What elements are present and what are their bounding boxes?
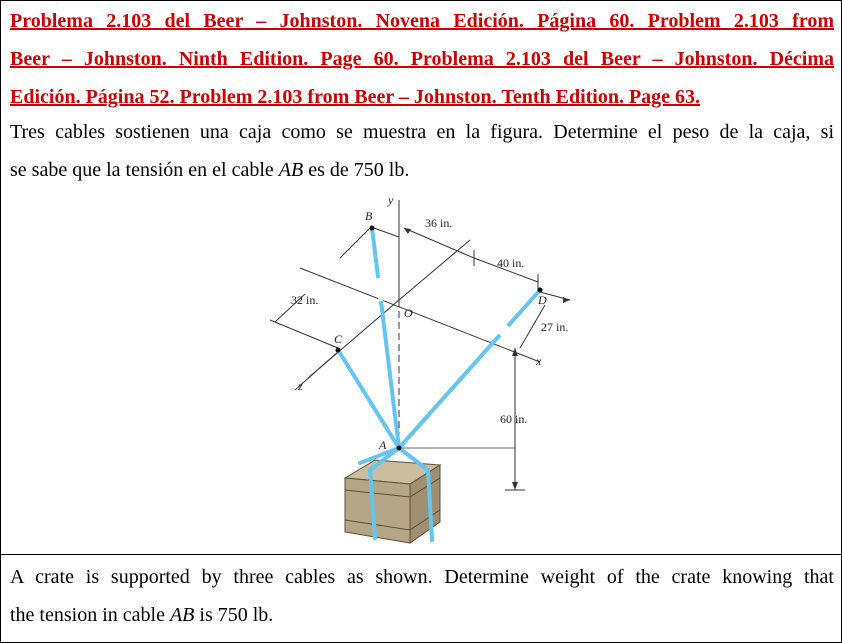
english-line-2-text: the tension in cable [10,604,170,626]
spanish-line-2-text: se sabe que la tensión en el cable [10,159,279,181]
ground-line-od [399,240,470,300]
english-line-1: A crate is supported by three cables as shown. Determine weight of the crate knowing that [10,566,834,588]
label-b: B [365,209,373,223]
spanish-line-1: Tres cables sostienen una caja como se muestra en la figura. Determine el peso de la caja, si [10,121,834,143]
title-line-1: Problema 2.103 del Beer – Johnston. Novena Edición. Página 60. Problem 2.103 from [10,10,834,32]
dim-27: 27 in. [541,320,569,334]
spanish-line-2-end: es de 750 lb. [303,159,410,181]
section-divider [0,554,842,555]
label-o: O [404,306,413,320]
spanish-cable-var: AB [278,159,304,181]
dim-60: 60 in. [500,412,528,426]
dim-40: 40 in. [497,256,525,270]
dim-32: 32 in. [291,293,319,307]
english-statement [10,558,834,634]
title-line-3: Edición. Página 52. Problem 2.103 from Beer – Johnston. Tenth Edition. Page 63. [10,86,701,108]
point-b [370,226,375,231]
title-line-2: Beer – Johnston. Ninth Edition. Page 60. Problema 2.103 del Beer – Johnston. Décima [10,48,834,70]
line-b-back [340,227,371,258]
dim-36: 36 in. [425,216,453,230]
english-line-2-end: is 750 lb. [194,604,274,626]
label-z: z [298,379,303,393]
point-a [397,446,402,451]
label-d: D [538,293,547,307]
english-cable-var: AB [169,604,195,626]
point-c [336,348,341,353]
cable-ab [372,228,399,448]
english-line-2 [10,604,273,626]
label-y: y [388,193,394,207]
label-c: C [334,332,343,346]
label-a: A [379,438,387,452]
point-d [538,288,543,293]
crate [345,460,440,543]
label-x: x [536,354,542,368]
